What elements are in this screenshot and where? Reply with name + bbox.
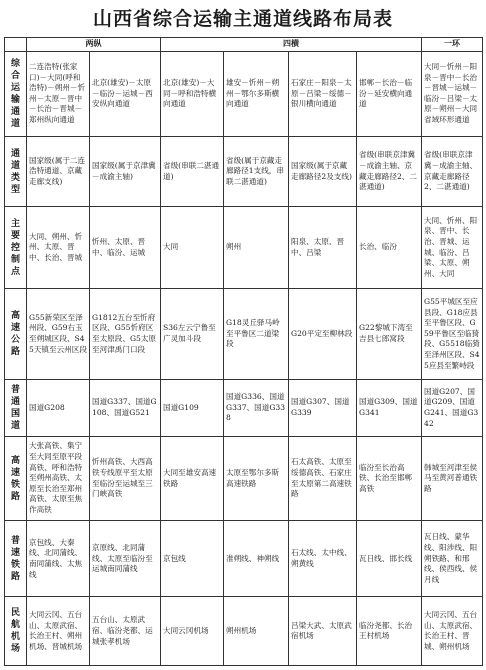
- table-cell: 临汾至长治高铁、长治至邯郸高铁: [357, 436, 422, 521]
- corner-cell: [5, 38, 27, 52]
- table-title: 山西省综合运输主通道线路布局表: [92, 8, 393, 30]
- table-cell: 京原线、北同蒲线、太原至临汾至运城南同蒲线: [90, 521, 161, 597]
- table-row-national-road: [5, 380, 483, 437]
- table-cell: 忻州高铁、大西高铁专线原平至太原至临汾至运城至三门峡高铁: [90, 436, 161, 521]
- table-cell: 邯郸－长治－临汾－延安横向通道: [357, 52, 422, 137]
- table-cell: 国道G207、国道G209、国道G241、国道G342: [422, 380, 483, 437]
- table-cell: G18灵丘驿马岭至平鲁区二道梁段: [224, 288, 289, 379]
- table-row-regular-rail: [5, 521, 483, 597]
- table-cell: 大同云冈、五台山、太原武宿、长治王村、朔州机场、晋城机场: [27, 597, 90, 666]
- table-cell: 大同云冈、五台山、太原武宿、长治王村、晋城、朔州机场: [422, 597, 483, 666]
- table-cell: 石太高铁、太原至绥德高铁、石家庄至太原第二高速铁路: [289, 436, 357, 521]
- table-cell: 国道G337、国道G108、国道G521: [90, 380, 161, 437]
- table-cell: 五台山、太原武宿、临汾尧都、运城张孝机场: [90, 597, 161, 666]
- table-row-civil-airport: [5, 597, 483, 666]
- table-cell: 阳泉、太原、晋中、吕梁: [289, 207, 357, 289]
- table-cell: G1812五台至忻府区段、G55忻府区至太原段、G5太原至河津禹门口段: [90, 288, 161, 379]
- table-cell: 长治、临汾: [357, 207, 422, 289]
- table-cell: G55平城区至应县段、G18应县至平鲁区段、G59平鲁区至临猗段、G5518临猗至泽州区段、S45应县至繁峙段: [422, 288, 483, 379]
- table-cell: 国道G309、国道G341: [357, 380, 422, 437]
- row-header: 综合运输通道: [5, 52, 27, 137]
- table-cell: 大同: [161, 207, 224, 289]
- table-cell: 国道G307、国道G339: [289, 380, 357, 437]
- table-cell: 大同、忻州、阳泉、晋中、长治、晋城、运城、临汾、吕梁、太原、朔州、大同: [422, 207, 483, 289]
- table-cell: 忻州、太原、晋中、临汾、运城: [90, 207, 161, 289]
- table-row-expressway: [5, 288, 483, 379]
- table-cell: 瓦日线、邯长线: [357, 521, 422, 597]
- table-row-channel: [5, 52, 483, 137]
- group-header-one-ring: 一环: [422, 38, 483, 52]
- table-cell: G55新荣区至泽州段、G59右玉至朔城区段、S45天镇至云州区段: [27, 288, 90, 379]
- route-layout-table: [4, 37, 483, 666]
- table-cell: 大同云冈机场: [161, 597, 224, 666]
- table-cell: 国家级(属于二连浩特通道、京藏走廊支线): [27, 136, 90, 207]
- table-cell: 北京(雄安)－太原－临汾－运城－西安纵向通道: [90, 52, 161, 137]
- table-cell: 吕梁大武、太原武宿机场: [289, 597, 357, 666]
- row-header: 高速公路: [5, 288, 27, 379]
- table-cell: 国道G109: [161, 380, 224, 437]
- table-cell: 大张高铁、集宁至大同至原平段高铁、呼和浩特至朔州高铁、太原至长治至郑州高铁、太原至焦作高铁: [27, 436, 90, 521]
- table-cell: 临汾尧都、长治王村机场: [357, 597, 422, 666]
- table-cell: 省级(串联京津冀－成渝主轴、京藏走廊路径2、二湛通道): [422, 136, 483, 207]
- row-header: 民航机场: [5, 597, 27, 666]
- table-cell: 北京(雄安)－大同－呼和浩特横向通道: [161, 52, 224, 137]
- table-cell: 朔州机场: [224, 597, 289, 666]
- table-row-channel-type: [5, 136, 483, 207]
- row-header: 普通国道: [5, 380, 27, 437]
- table-row-high-speed-rail: [5, 436, 483, 521]
- table-cell: 雄安－忻州－朔州－鄂尔多斯横向通道: [224, 52, 289, 137]
- row-header: 通道类型: [5, 136, 27, 207]
- table-cell: 二连浩特(张家口)－大同(呼和浩特)－朔州－忻州－太原－晋中－长治－晋城－郑州纵向通道: [27, 52, 90, 137]
- group-header-row: [5, 38, 483, 52]
- table-cell: 国道G208: [27, 380, 90, 437]
- table-cell: 韩城至河津至侯马至黄河普通铁路: [422, 436, 483, 521]
- table-cell: 国家级(属于京津冀－成渝主轴): [90, 136, 161, 207]
- row-header: 主要控制点: [5, 207, 27, 289]
- table-cell: 大同－忻州－阳泉－晋中－长治－晋城－运城－临汾－吕梁－太原－朔州－大同省域环形通道: [422, 52, 483, 137]
- table-cell: 省级(属于京藏走廊路径1支线，串联二湛通道): [224, 136, 289, 207]
- table-cell: 朔州: [224, 207, 289, 289]
- row-header: 高速铁路: [5, 436, 27, 521]
- group-header-two-vertical: 两纵: [27, 38, 161, 52]
- table-cell: 准朔线、神朔线: [224, 521, 289, 597]
- table-cell: 京包线: [161, 521, 224, 597]
- table-cell: 大同、朔州、忻州、太原、晋中、长治、晋城: [27, 207, 90, 289]
- table-cell: 京包线、大秦线、北同蒲线、南同蒲线、太焦线: [27, 521, 90, 597]
- table-cell: G20平定至柳林段: [289, 288, 357, 379]
- table-cell: 石太线、太中线、朔黄线: [289, 521, 357, 597]
- table-row-control-points: [5, 207, 483, 289]
- table-cell: 国道G336、国道G337、国道G338: [224, 380, 289, 437]
- group-header-four-horizontal: 四横: [161, 38, 422, 52]
- table-cell: G22黎城下湾至吉县七郎窝段: [357, 288, 422, 379]
- table-cell: 瓦日线、蒙华线、阳涉线、阳朔铁路、和邢线、侯西线、侯月线: [422, 521, 483, 597]
- table-cell: 省级(串联京津冀－成渝主轴、京藏走廊路径2、二湛通道): [357, 136, 422, 207]
- table-cell: S36左云宁鲁至广灵加斗段: [161, 288, 224, 379]
- table-cell: 大同至雄安高速铁路: [161, 436, 224, 521]
- table-cell: 省级(串联二湛通道): [161, 136, 224, 207]
- row-header: 普速铁路: [5, 521, 27, 597]
- table-cell: 国家级(属于京藏走廊路径2及支线): [289, 136, 357, 207]
- table-cell: 石家庄－阳泉－太原－吕梁－绥德－银川横向通道: [289, 52, 357, 137]
- table-cell: 太原至鄂尔多斯高速铁路: [224, 436, 289, 521]
